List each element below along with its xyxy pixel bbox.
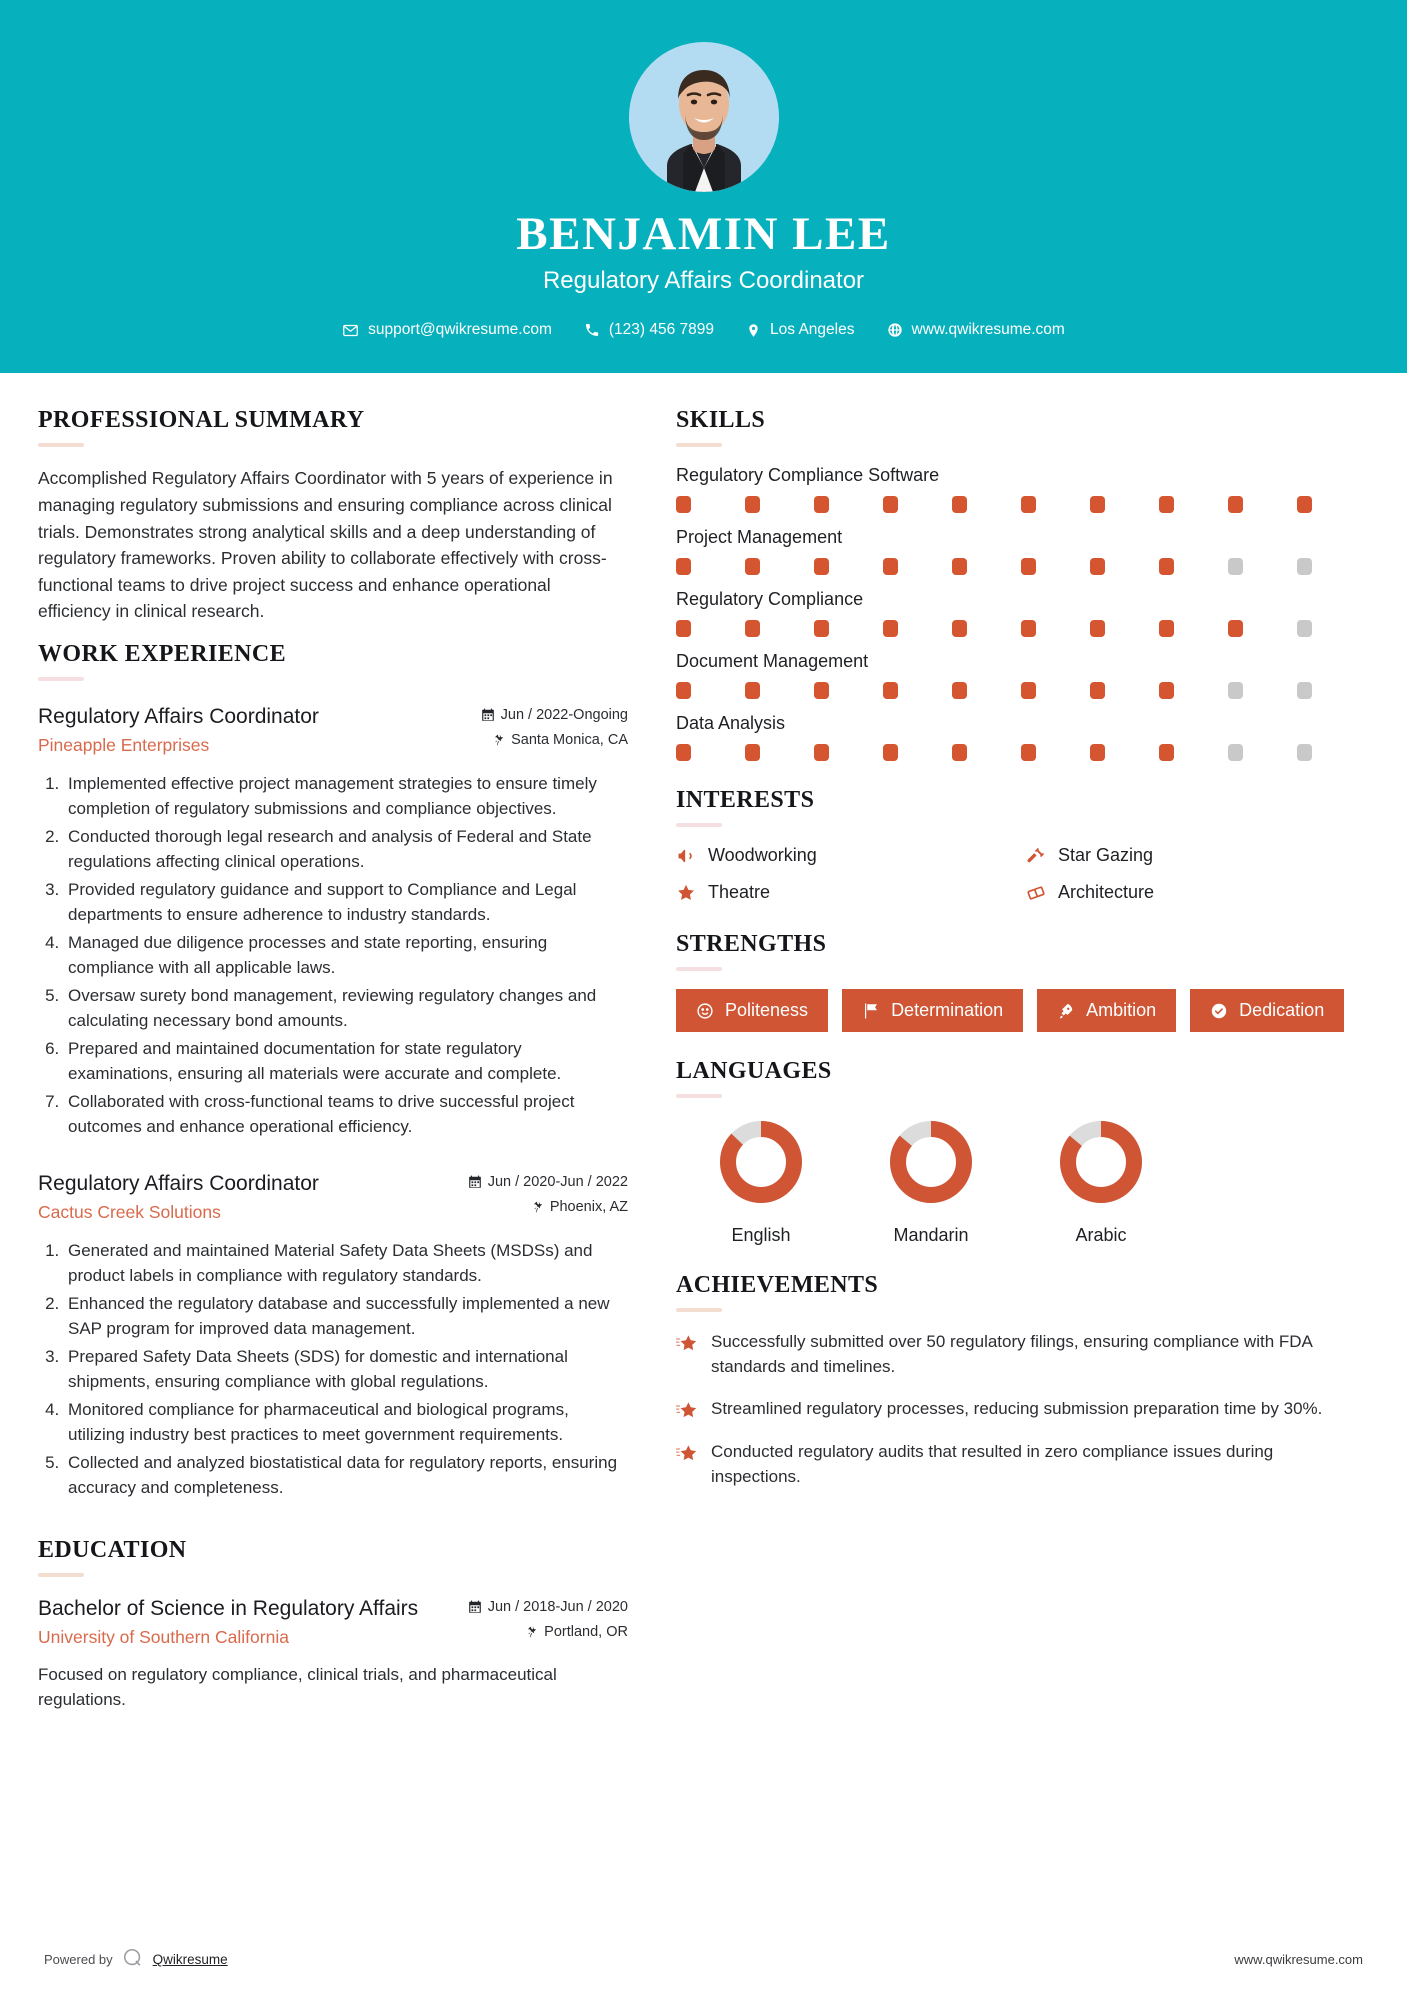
globe-icon: [887, 322, 903, 338]
skill-dot-filled: [883, 558, 898, 575]
strength-badge: [1190, 989, 1344, 1032]
contact-location-text: Los Angeles: [770, 321, 855, 339]
education-date-text: Jun / 2018-Jun / 2020: [487, 1598, 628, 1615]
work-date: [468, 1174, 628, 1190]
work-bullets: [38, 771, 628, 1140]
interest-label: Architecture: [1058, 882, 1155, 903]
work-bullet: 5. Collected and analyzed biostatistical data for regulatory reports, ensuring accuracy and completeness.: [64, 1450, 628, 1501]
skill-dot-filled: [676, 496, 691, 513]
skill-dot-filled: [1021, 496, 1036, 513]
strength-badge: [1037, 989, 1176, 1032]
contact-phone[interactable]: [568, 321, 730, 339]
section-rule: [676, 967, 722, 971]
skill-dot-filled: [676, 682, 691, 699]
section-professional-summary: [38, 407, 628, 625]
achievement-text: Streamlined regulatory processes, reducing submission preparation time by 30%.: [711, 1399, 1323, 1419]
phone-icon: [584, 322, 600, 338]
work-bullets: [38, 1238, 628, 1501]
work-bullet: 3. Provided regulatory guidance and support to Compliance and Legal departments to ensure adherence to industry standards.: [64, 877, 628, 928]
section-heading-skills: SKILLS: [676, 407, 766, 434]
work-date-text: Jun / 2020-Jun / 2022: [487, 1173, 628, 1190]
skill-dot-empty: [1228, 682, 1243, 699]
page-title: BENJAMIN LEE: [516, 208, 891, 260]
left-column: [38, 407, 628, 1713]
right-column: [676, 407, 1366, 1507]
skill-dot-filled: [1159, 620, 1174, 637]
work-role: Regulatory Affairs Coordinator: [38, 704, 319, 728]
achievement-item: [676, 1397, 1366, 1422]
skill-dot-filled: [1159, 558, 1174, 575]
check-circle-icon: [1210, 1002, 1228, 1020]
interest-item: [1026, 882, 1366, 903]
skill-dot-filled: [883, 744, 898, 761]
contact-website[interactable]: [871, 321, 1081, 339]
skill-item: [676, 651, 1366, 699]
contact-row: [0, 321, 1407, 339]
skill-dot-filled: [883, 496, 898, 513]
page-footer: [0, 1947, 1407, 1972]
work-role: Regulatory Affairs Coordinator: [38, 1171, 319, 1195]
skill-dot-filled: [1090, 682, 1105, 699]
education-date: [468, 1599, 628, 1615]
ticket-icon: [1026, 883, 1046, 903]
skill-dot-filled: [1159, 682, 1174, 699]
section-heading-work: WORK EXPERIENCE: [38, 640, 287, 667]
skill-dot-empty: [1297, 558, 1312, 575]
skill-dot-filled: [676, 558, 691, 575]
language-item: [1016, 1116, 1186, 1246]
qwikresume-link[interactable]: Qwikresume: [152, 1952, 228, 1967]
qwikresume-logo-icon: [122, 1947, 144, 1972]
interest-item: [676, 845, 1016, 866]
summary-text: Accomplished Regulatory Affairs Coordinator with 5 years of experience in managing regulatory submissions and ensuring compliance across clinical trials. Demonstrates strong analytical skills and a deep understanding of regulatory frameworks. Proven ability to collaborate effectively with cross-functional teams to drive project success and enhance operational efficiency in clinical research.: [38, 468, 613, 622]
skill-dot-empty: [1297, 744, 1312, 761]
skill-rating: [676, 496, 1366, 513]
skill-dot-filled: [745, 620, 760, 637]
skill-dot-filled: [1159, 744, 1174, 761]
megaphone-icon: [676, 846, 696, 866]
skill-dot-filled: [1021, 620, 1036, 637]
skill-dot-filled: [814, 558, 829, 575]
section-rule: [676, 1094, 722, 1098]
contact-email[interactable]: [326, 321, 568, 339]
skill-rating: [676, 558, 1366, 575]
work-date: [481, 707, 628, 723]
section-rule: [676, 823, 722, 827]
contact-location[interactable]: [730, 321, 870, 339]
section-heading-interests: INTERESTS: [676, 787, 815, 814]
achievement-text: Conducted regulatory audits that resulted in zero compliance issues during inspections.: [711, 1442, 1274, 1486]
skill-item: [676, 589, 1366, 637]
pushpin-icon: [492, 733, 505, 747]
skill-dot-filled: [1021, 558, 1036, 575]
footer-url: www.qwikresume.com: [1234, 1952, 1363, 1967]
flag-icon: [862, 1002, 880, 1020]
skill-dot-filled: [883, 682, 898, 699]
skill-dot-empty: [1297, 620, 1312, 637]
achievement-item: [676, 1330, 1366, 1379]
skill-dot-filled: [814, 682, 829, 699]
education-location-text: Portland, OR: [544, 1623, 628, 1640]
work-company: Pineapple Enterprises: [38, 735, 210, 756]
skill-dot-filled: [1021, 682, 1036, 699]
work-location-text: Santa Monica, CA: [511, 731, 628, 748]
powered-by-label: Powered by: [44, 1952, 113, 1967]
skill-dot-filled: [745, 496, 760, 513]
strength-label: Dedication: [1239, 1000, 1325, 1021]
skill-dot-filled: [1090, 558, 1105, 575]
avatar-photo: [629, 42, 779, 192]
pushpin-icon: [525, 1625, 538, 1639]
strength-label: Determination: [891, 1000, 1004, 1021]
skill-dot-filled: [1228, 620, 1243, 637]
work-bullet: 4. Managed due diligence processes and state reporting, ensuring compliance with all applicable laws.: [64, 930, 628, 981]
skill-label: Document Management: [676, 651, 869, 672]
section-rule: [38, 443, 84, 447]
work-bullet: 4. Monitored compliance for pharmaceutical and biological programs, utilizing industry best practices to meet government requirements.: [64, 1397, 628, 1448]
section-heading-education: EDUCATION: [38, 1536, 187, 1563]
work-company: Cactus Creek Solutions: [38, 1202, 221, 1223]
strength-label: Politeness: [725, 1000, 809, 1021]
section-skills: [676, 407, 1366, 761]
education-degree: Bachelor of Science in Regulatory Affairs: [38, 1596, 419, 1620]
skill-dot-empty: [1297, 682, 1312, 699]
star-badge-icon: [676, 1397, 698, 1422]
strengths-list: [676, 989, 1366, 1032]
skill-dot-filled: [1090, 496, 1105, 513]
interest-label: Woodworking: [708, 845, 817, 866]
skill-dot-filled: [745, 744, 760, 761]
powered-by-block: [44, 1947, 228, 1972]
contact-email-text: support@qwikresume.com: [368, 321, 552, 339]
work-location-text: Phoenix, AZ: [549, 1198, 628, 1215]
section-languages: [676, 1058, 1366, 1246]
skill-dot-filled: [1228, 496, 1243, 513]
skill-dot-filled: [883, 620, 898, 637]
section-rule: [38, 677, 84, 681]
skill-dot-filled: [952, 558, 967, 575]
contact-phone-text: (123) 456 7899: [608, 321, 715, 339]
language-label: Mandarin: [893, 1225, 969, 1246]
work-bullet: 1. Implemented effective project management strategies to ensure timely completion of regulatory submissions and compliance objectives.: [64, 771, 628, 822]
skill-rating: [676, 682, 1366, 699]
interest-item: [1026, 845, 1366, 866]
section-heading-languages: LANGUAGES: [676, 1058, 832, 1085]
skill-item: [676, 465, 1366, 513]
skill-dot-filled: [952, 496, 967, 513]
section-work-experience: [38, 641, 628, 1501]
resume-body: [0, 373, 1407, 1713]
skills-list: [676, 465, 1366, 761]
skill-label: Data Analysis: [676, 713, 786, 734]
section-heading-summary: PROFESSIONAL SUMMARY: [38, 407, 365, 434]
work-bullet: 2. Enhanced the regulatory database and successfully implemented a new SAP program for improved data management.: [64, 1291, 628, 1342]
education-location: [468, 1624, 628, 1640]
resume-header: [0, 0, 1407, 373]
skill-dot-filled: [1021, 744, 1036, 761]
language-label: Arabic: [1075, 1225, 1127, 1246]
skill-dot-filled: [1159, 496, 1174, 513]
language-donut-chart: [1055, 1116, 1147, 1208]
skill-dot-filled: [1090, 744, 1105, 761]
job-title: Regulatory Affairs Coordinator: [542, 267, 865, 295]
language-label: English: [731, 1225, 791, 1246]
work-bullet: 6. Prepared and maintained documentation for state regulatory examinations, ensuring all materials were accurate and complete.: [64, 1036, 628, 1087]
skill-item: [676, 713, 1366, 761]
language-donut-chart: [715, 1116, 807, 1208]
education-school: University of Southern California: [38, 1627, 289, 1648]
star-badge-icon: [676, 1330, 698, 1355]
star-badge-icon: [676, 1440, 698, 1465]
pin-icon: [746, 322, 761, 339]
language-item: [676, 1116, 846, 1246]
mail-icon: [342, 322, 359, 339]
rocket-icon: [1057, 1002, 1075, 1020]
work-bullet: 1. Generated and maintained Material Safety Data Sheets (MSDSs) and product labels in compliance with regulatory standards.: [64, 1238, 628, 1289]
section-rule: [38, 1573, 84, 1577]
strength-badge: [676, 989, 828, 1032]
section-strengths: [676, 931, 1366, 1032]
work-bullet: 5. Oversaw surety bond management, reviewing regulatory changes and calculating necessary bond amounts.: [64, 983, 628, 1034]
skill-rating: [676, 744, 1366, 761]
skill-dot-filled: [676, 744, 691, 761]
achievement-item: [676, 1440, 1366, 1489]
calendar-icon: [481, 708, 495, 722]
avatar: [629, 42, 779, 192]
languages-list: [676, 1116, 1366, 1246]
skill-label: Regulatory Compliance: [676, 589, 864, 610]
skill-dot-filled: [952, 620, 967, 637]
strength-badge: [842, 989, 1023, 1032]
skill-label: Regulatory Compliance Software: [676, 465, 940, 486]
section-achievements: [676, 1272, 1366, 1490]
interest-label: Theatre: [708, 882, 771, 903]
work-location: [481, 732, 628, 748]
work-bullet: 2. Conducted thorough legal research and analysis of Federal and State regulations affecting clinical operations.: [64, 824, 628, 875]
skill-dot-empty: [1228, 744, 1243, 761]
skill-rating: [676, 620, 1366, 637]
work-location: [468, 1199, 628, 1215]
section-heading-strengths: STRENGTHS: [676, 931, 827, 958]
interests-grid: [676, 845, 1366, 903]
section-rule: [676, 443, 722, 447]
skill-dot-filled: [952, 744, 967, 761]
skill-dot-filled: [1090, 620, 1105, 637]
skill-dot-filled: [1297, 496, 1312, 513]
skill-dot-filled: [952, 682, 967, 699]
section-interests: [676, 787, 1366, 903]
pushpin-icon: [531, 1200, 544, 1214]
section-education: [38, 1537, 628, 1713]
work-bullet: 7. Collaborated with cross-functional teams to drive successful project outcomes and enhance operational efficiency.: [64, 1089, 628, 1140]
work-bullet: 3. Prepared Safety Data Sheets (SDS) for domestic and international shipments, ensuring compliance with global regulations.: [64, 1344, 628, 1395]
contact-website-text: www.qwikresume.com: [911, 321, 1065, 339]
skill-dot-empty: [1228, 558, 1243, 575]
language-item: [846, 1116, 1016, 1246]
work-date-text: Jun / 2022-Ongoing: [500, 706, 628, 723]
section-rule: [676, 1308, 722, 1312]
skill-dot-filled: [814, 744, 829, 761]
strength-label: Ambition: [1086, 1000, 1157, 1021]
skill-item: [676, 527, 1366, 575]
language-donut-chart: [885, 1116, 977, 1208]
work-entry: [38, 1170, 628, 1501]
star-icon: [676, 883, 696, 903]
interest-item: [676, 882, 1016, 903]
skill-dot-filled: [814, 620, 829, 637]
work-entry: [38, 703, 628, 1140]
calendar-icon: [468, 1175, 482, 1189]
skill-label: Project Management: [676, 527, 843, 548]
interest-label: Star Gazing: [1058, 845, 1154, 866]
skill-dot-filled: [745, 682, 760, 699]
achievement-text: Successfully submitted over 50 regulatory filings, ensuring compliance with FDA standards and timelines.: [711, 1332, 1312, 1376]
skill-dot-filled: [745, 558, 760, 575]
education-description: Focused on regulatory compliance, clinical trials, and pharmaceutical regulations.: [38, 1664, 557, 1710]
smile-icon: [696, 1002, 714, 1020]
gavel-icon: [1026, 846, 1046, 866]
calendar-icon: [468, 1600, 482, 1614]
education-entry: [38, 1595, 628, 1713]
skill-dot-filled: [814, 496, 829, 513]
skill-dot-filled: [676, 620, 691, 637]
section-heading-achievements: ACHIEVEMENTS: [676, 1272, 879, 1299]
